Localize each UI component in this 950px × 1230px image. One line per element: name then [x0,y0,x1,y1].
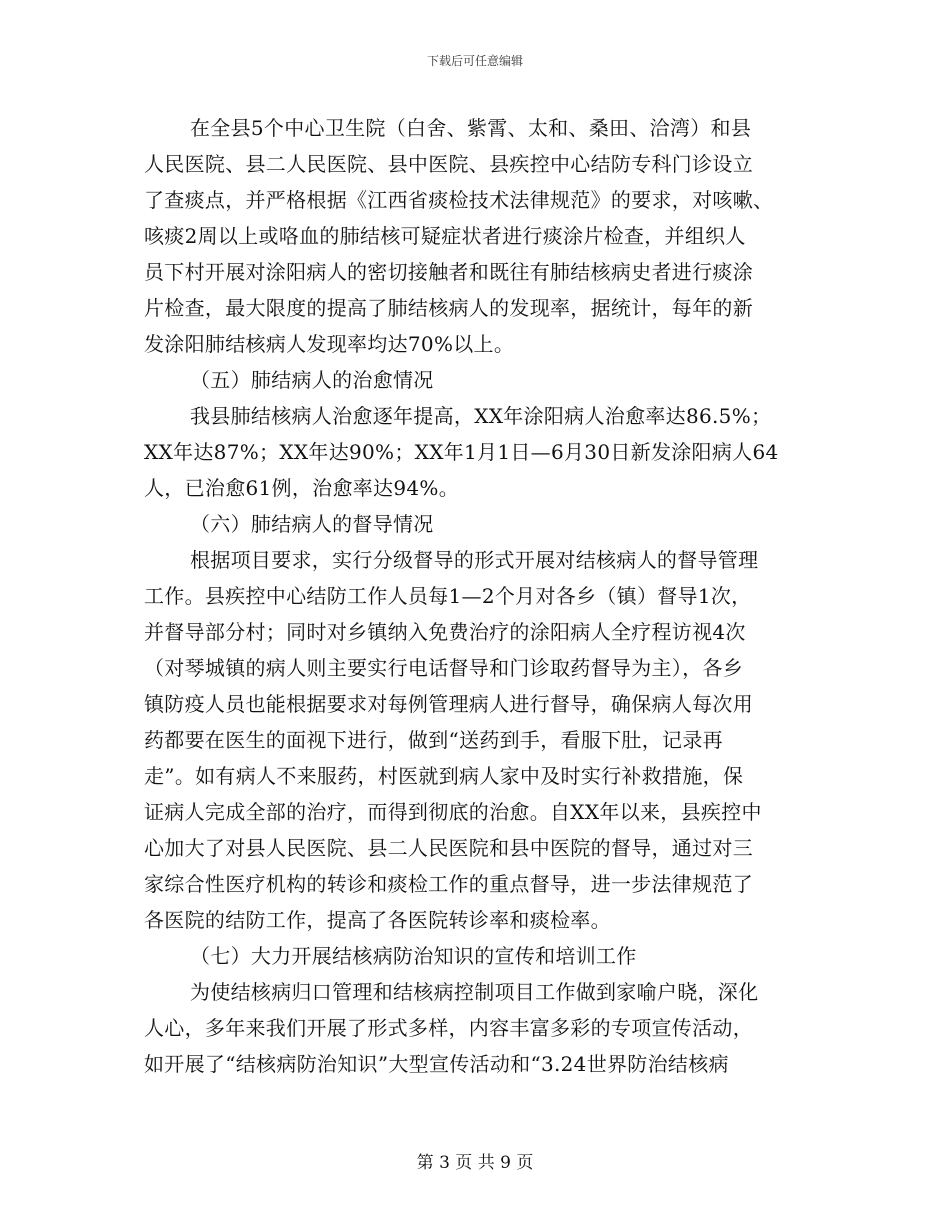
text-line: 咳痰2周以上或咯血的肺结核可疑症状者进行痰涂片检查，并组织人 [144,224,746,248]
text-line: 如开展了“结核病防治知识”大型宣传活动和“3.24世界防治结核病 [144,1052,729,1076]
text-line: 镇防疫人员也能根据要求对每例管理病人进行督导，确保病人每次用 [144,692,753,716]
text-line: 人心，多年来我们开展了形式多样，内容丰富多彩的专项宣传活动， [144,1016,753,1040]
text-line: 走”。如有病人不来服药，村医就到病人家中及时实行补救措施，保 [144,764,744,788]
text-line: 了查痰点，并严格根据《江西省痰检技术法律规范》的要求，对咳嗽、 [144,188,774,212]
text-line: 员下村开展对涂阳病人的密切接触者和既往有肺结核病史者进行痰涂 [144,260,753,284]
text-line: 人，已治愈61例，治愈率达94%。 [144,476,460,500]
section-heading: （七）大力开展结核病防治知识的宣传和培训工作 [190,944,637,968]
text-line: 我县肺结核病人治愈逐年提高，XX年涂阳病人治愈率达86.5%； [190,404,772,428]
document-body [144,110,809,1082]
text-line: XX年达87%；XX年达90%；XX年1月1日—6月30日新发涂阳病人64 [144,440,779,464]
text-line: 各医院的结防工作，提高了各医院转诊率和痰检率。 [144,908,611,932]
text-line: 人民医院、县二人民医院、县中医院、县疾控中心结防专科门诊设立 [144,152,753,176]
text-line: 证病人完成全部的治疗，而得到彻底的治愈。自XX年以来，县疾控中 [144,800,762,824]
text-line: （对琴城镇的病人则主要实行电话督导和门诊取药督导为主），各乡 [144,656,743,680]
text-line: 为使结核病归口管理和结核病控制项目工作做到家喻户晓，深化 [190,980,759,1004]
section-heading: （六）肺结病人的督导情况 [190,512,434,536]
header-note: 下载后可任意编辑 [426,54,523,68]
page-number-footer: 第 3 页 共 9 页 [416,1153,534,1173]
text-line: 在全县5个中心卫生院（白舍、紫霄、太和、桑田、洽湾）和县 [190,116,752,140]
text-line: 根据项目要求，实行分级督导的形式开展对结核病人的督导管理 [190,548,759,572]
text-line: 家综合性医疗机构的转诊和痰检工作的重点督导，进一步法律规范了 [144,872,753,896]
text-line: 工作。县疾控中心结防工作人员每1—2个月对各乡（镇）督导1次， [144,584,752,608]
text-line: 心加大了对县人民医院、县二人民医院和县中医院的督导，通过对三 [144,836,753,860]
text-line: 片检查，最大限度的提高了肺结核病人的发现率，据统计，每年的新 [144,296,753,320]
section-heading: （五）肺结病人的治愈情况 [190,368,434,392]
text-line: 药都要在医生的面视下进行，做到“送药到手，看服下肚，记录再 [144,728,723,752]
text-line: 并督导部分村；同时对乡镇纳入免费治疗的涂阳病人全疗程访视4次 [144,620,746,644]
text-line: 发涂阳肺结核病人发现率均达70%以上。 [144,332,515,356]
